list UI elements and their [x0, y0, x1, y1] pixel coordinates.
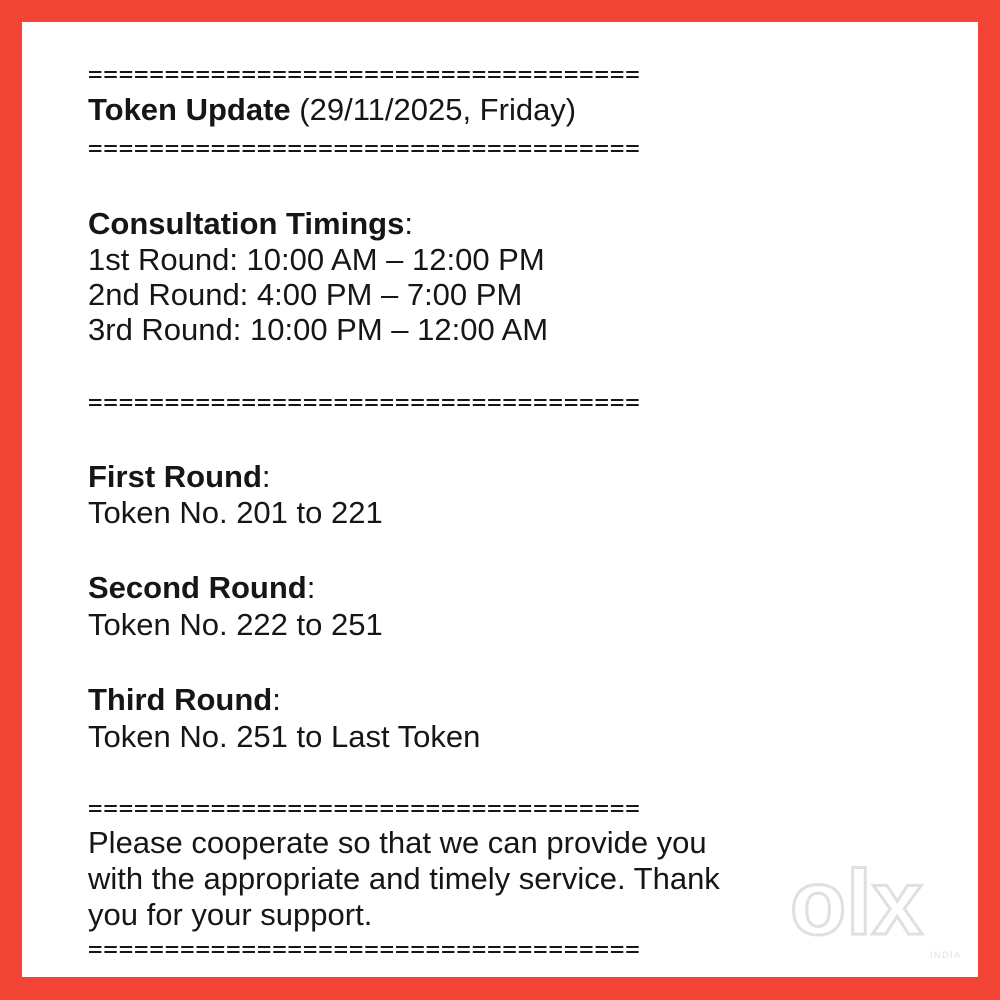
watermark-sub-text: INDIA — [930, 950, 962, 960]
watermark-logo-text: olx — [790, 854, 923, 954]
footer-line-1: Please cooperate so that we can provide you — [88, 825, 707, 860]
second-round-heading: Second Round: — [88, 570, 316, 605]
first-round-tokens: Token No. 201 to 221 — [88, 495, 383, 530]
footer-line-2: with the appropriate and timely service. Thank — [88, 861, 720, 896]
third-round-tokens: Token No. 251 to Last Token — [88, 719, 481, 754]
title-bold: Token Update — [88, 92, 291, 127]
third-round-heading: Third Round: — [88, 682, 281, 717]
olx-watermark-logo — [782, 854, 972, 964]
timing-round-3: 3rd Round: 10:00 PM – 12:00 AM — [88, 312, 549, 347]
timing-round-1: 1st Round: 10:00 AM – 12:00 PM — [88, 242, 545, 277]
notice-title — [88, 92, 576, 127]
separator-bottom: ==================================== — [88, 935, 641, 963]
timing-round-2: 2nd Round: 4:00 PM – 7:00 PM — [88, 277, 523, 312]
separator-footer: ==================================== — [88, 794, 641, 822]
title-date: (29/11/2025, Friday) — [290, 92, 577, 127]
timings-heading-text: Consultation Timings — [88, 206, 405, 241]
separator-title: ==================================== — [88, 134, 641, 162]
notice-card — [22, 22, 978, 977]
footer-line-3: you for your support. — [88, 897, 373, 932]
first-round-heading: First Round: — [88, 459, 271, 494]
timings-heading: Consultation Timings: — [88, 206, 413, 241]
separator-top: ==================================== — [88, 60, 641, 88]
separator-middle: ==================================== — [88, 388, 641, 416]
second-round-tokens: Token No. 222 to 251 — [88, 607, 383, 642]
